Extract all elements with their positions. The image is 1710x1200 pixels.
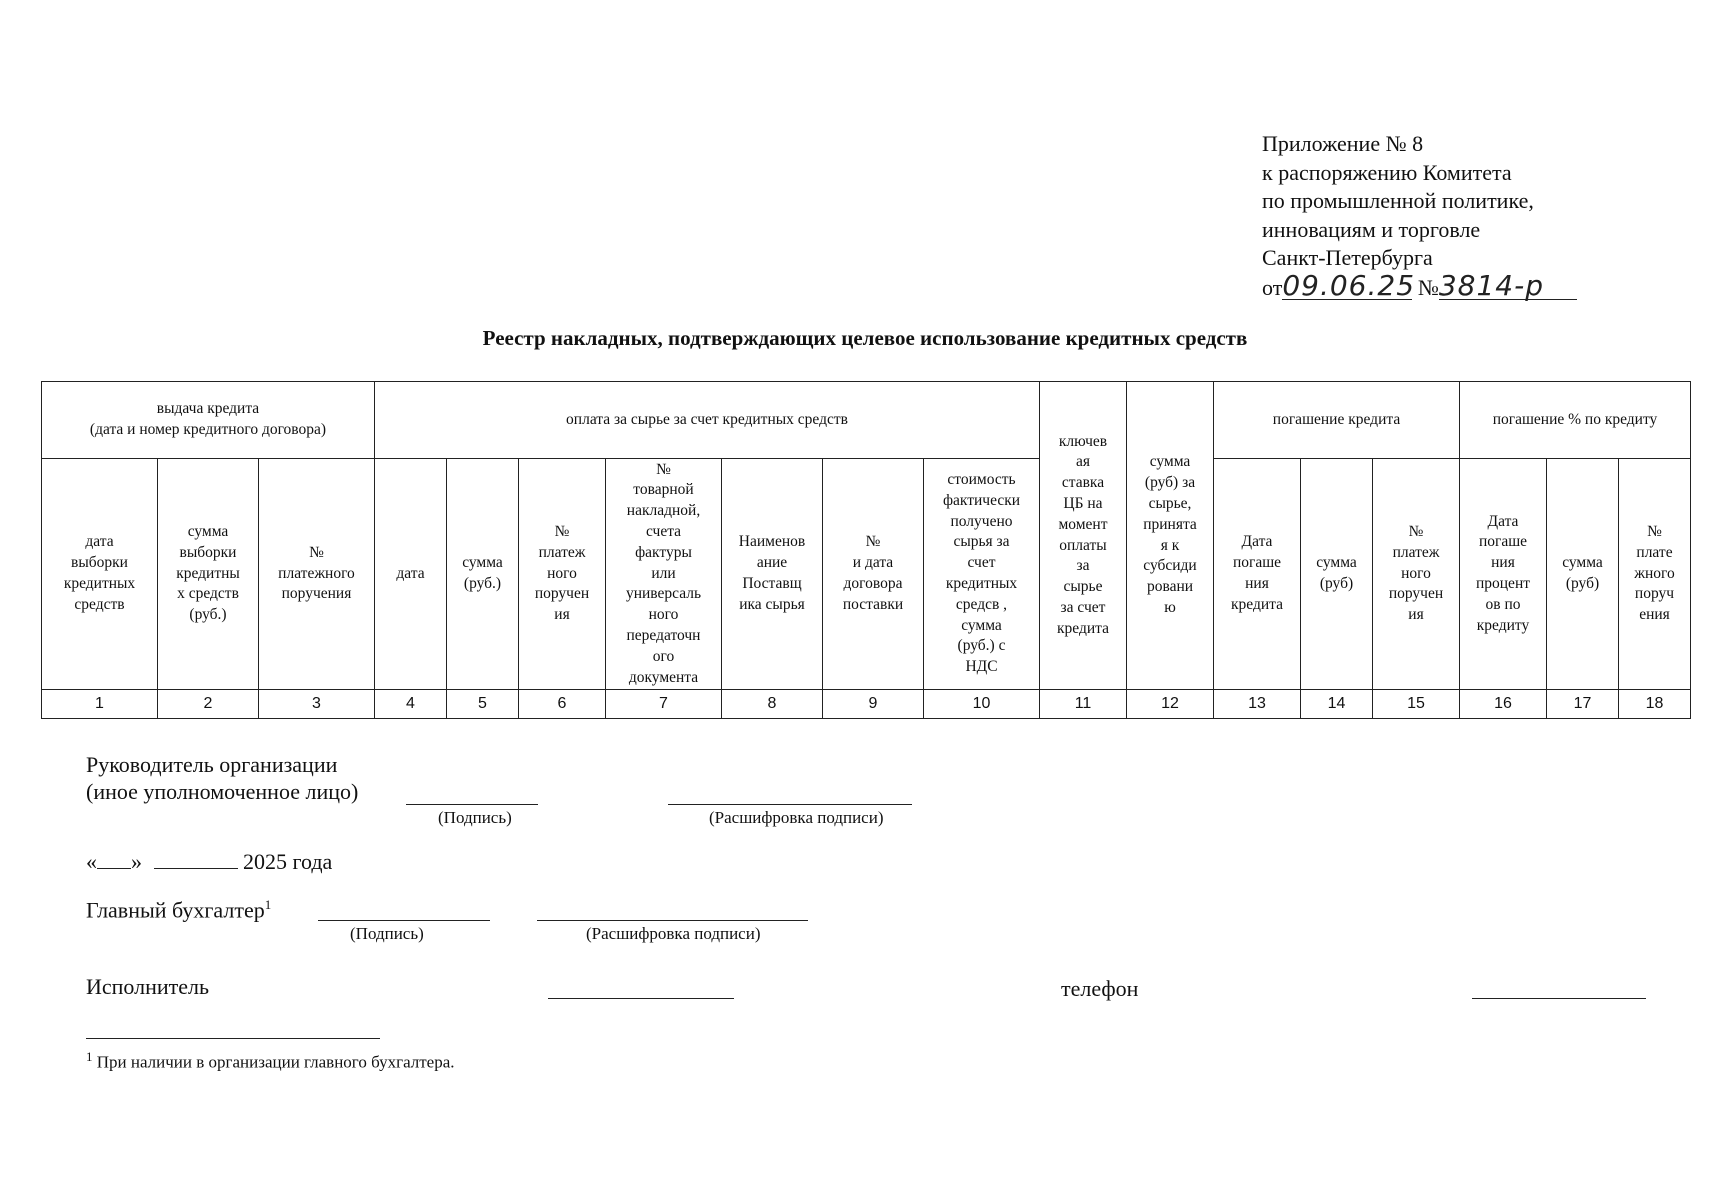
- col-header-label: сумма (руб.): [462, 554, 503, 592]
- col-header-label: сумма (руб): [1562, 554, 1603, 592]
- date-line: [86, 849, 332, 875]
- group-interest: [1460, 382, 1691, 459]
- chief-signature-caption: (Подпись): [350, 924, 424, 943]
- col-number: 12: [1127, 690, 1214, 719]
- col-number: 17: [1547, 690, 1619, 719]
- from-prefix: от: [1262, 274, 1283, 300]
- column-number-row: [42, 690, 1691, 719]
- footnote: [86, 1049, 455, 1073]
- chief-accountant-footnote-mark: 1: [264, 897, 272, 912]
- col-header-label: № плате жного поруч ения: [1634, 523, 1675, 624]
- group-payment: [375, 382, 1040, 459]
- appendix-block: [1262, 130, 1577, 302]
- col-header-label: дата выборки кредитных средств: [63, 533, 136, 613]
- header-subsidy-sum-label: сумма (руб) за сырье, принята я к субсиди ровани ю: [1143, 453, 1197, 616]
- col-header-label: сумма (руб): [1316, 554, 1357, 592]
- head-signature-field[interactable]: [406, 804, 538, 805]
- number-prefix: №: [1417, 274, 1439, 300]
- col-header-5: [447, 459, 519, 690]
- day-field[interactable]: [97, 850, 131, 869]
- appendix-line-2: к распоряжению Комитета: [1262, 159, 1512, 185]
- col-header-8: [722, 459, 823, 690]
- col-header-label: № платеж ного поручен ия: [1388, 523, 1444, 624]
- col-number: 3: [259, 690, 375, 719]
- header-subsidy-sum: [1127, 382, 1214, 690]
- head-decode-caption: (Расшифровка подписи): [709, 808, 884, 827]
- header-key-rate: [1040, 382, 1127, 690]
- col-number: 7: [606, 690, 722, 719]
- chief-accountant-text: Главный бухгалтер: [86, 897, 265, 923]
- col-header-13: [1214, 459, 1301, 690]
- group-credit-issue: [42, 382, 375, 459]
- header-key-rate-label: ключев ая ставка ЦБ на момент оплаты за сырье за счет кредита: [1057, 432, 1109, 637]
- phone-label: телефон: [1061, 976, 1139, 1001]
- col-header-1: [42, 459, 158, 690]
- appendix-line-3: по промышленной политике,: [1262, 188, 1534, 213]
- group-header-row: [42, 382, 1691, 459]
- col-header-label: Наименов ание Поставщ ика сырья: [738, 533, 806, 613]
- col-number: 11: [1040, 690, 1127, 719]
- document-title: Реестр накладных, подтверждающих целевое использование кредитных средств: [482, 326, 1248, 350]
- chief-decode-caption: (Расшифровка подписи): [586, 924, 761, 943]
- head-decode-field[interactable]: [668, 804, 912, 805]
- date-quote-open: «: [86, 849, 97, 874]
- col-number: 15: [1373, 690, 1460, 719]
- group-payment-label: оплата за сырье за счет кредитных средств: [566, 410, 848, 428]
- col-header-3: [259, 459, 375, 690]
- group-repayment-label: погашение кредита: [1272, 410, 1401, 428]
- group-repayment: [1214, 382, 1460, 459]
- appendix-line-5: Санкт-Петербурга: [1262, 245, 1433, 270]
- head-label-line1: Руководитель организации: [86, 752, 338, 777]
- col-header-label: Дата погаше ния процент ов по кредиту: [1475, 512, 1531, 634]
- registry-table: [41, 381, 1691, 719]
- col-number: 2: [158, 690, 259, 719]
- column-header-row: [42, 459, 1691, 690]
- col-header-label: сумма выборки кредитны х средств (руб.): [176, 523, 240, 624]
- footnote-text: При наличии в организации главного бухгалтера.: [92, 1052, 455, 1072]
- appendix-line-4: инновациям и торговле: [1262, 216, 1481, 242]
- col-number: 16: [1460, 690, 1547, 719]
- col-header-16: [1460, 459, 1547, 690]
- group-credit-issue-label: выдача кредита (дата и номер кредитного договора): [89, 400, 327, 438]
- group-interest-label: погашение % по кредиту: [1492, 410, 1658, 428]
- executor-field[interactable]: [548, 998, 734, 999]
- col-header-7: [606, 459, 722, 690]
- col-number: 10: [924, 690, 1040, 719]
- col-header-10: [924, 459, 1040, 690]
- col-header-9: [823, 459, 924, 690]
- col-header-6: [519, 459, 606, 690]
- col-number: 6: [519, 690, 606, 719]
- order-date: 09.06.25: [1282, 268, 1416, 302]
- col-header-15: [1373, 459, 1460, 690]
- appendix-date-number: [1262, 268, 1577, 303]
- col-number: 13: [1214, 690, 1301, 719]
- footnote-mark: 1: [86, 1049, 93, 1064]
- footnote-divider: [86, 1038, 380, 1039]
- phone-field[interactable]: [1472, 998, 1646, 999]
- chief-decode-field[interactable]: [537, 920, 808, 921]
- col-header-14: [1301, 459, 1373, 690]
- chief-signature-field[interactable]: [318, 920, 490, 921]
- col-number: 18: [1619, 690, 1691, 719]
- col-number: 4: [375, 690, 447, 719]
- col-number: 8: [722, 690, 823, 719]
- col-header-4: [375, 459, 447, 690]
- col-header-label: № платеж ного поручен ия: [534, 523, 590, 624]
- appendix-line-1: Приложение № 8: [1262, 131, 1424, 156]
- head-label-line2: (иное уполномоченное лицо): [86, 779, 359, 804]
- executor-label: Исполнитель: [86, 974, 210, 999]
- date-quote-close: »: [131, 849, 142, 874]
- col-header-label: № и дата договора поставки: [842, 533, 904, 613]
- col-header-2: [158, 459, 259, 690]
- col-header-17: [1547, 459, 1619, 690]
- col-number: 1: [42, 690, 158, 719]
- chief-accountant-label: [86, 897, 271, 923]
- col-header-label: стоимость фактически получено сырья за счет кредитных средсв , сумма (руб.) с НДС: [942, 471, 1021, 676]
- col-header-18: [1619, 459, 1691, 690]
- head-signature-caption: (Подпись): [438, 808, 512, 827]
- col-header-label: дата: [396, 564, 425, 582]
- col-header-label: № платежного поручения: [278, 543, 355, 603]
- col-header-label: Дата погаше ния кредита: [1231, 533, 1283, 613]
- col-number: 9: [823, 690, 924, 719]
- year-label: 2025 года: [243, 849, 333, 874]
- col-number: 5: [447, 690, 519, 719]
- col-number: 14: [1301, 690, 1373, 719]
- col-header-label: № товарной накладной, счета фактуры или универсаль ного передаточн ого документа: [625, 460, 702, 686]
- month-field[interactable]: [154, 850, 238, 869]
- order-number: 3814-р: [1439, 273, 1577, 300]
